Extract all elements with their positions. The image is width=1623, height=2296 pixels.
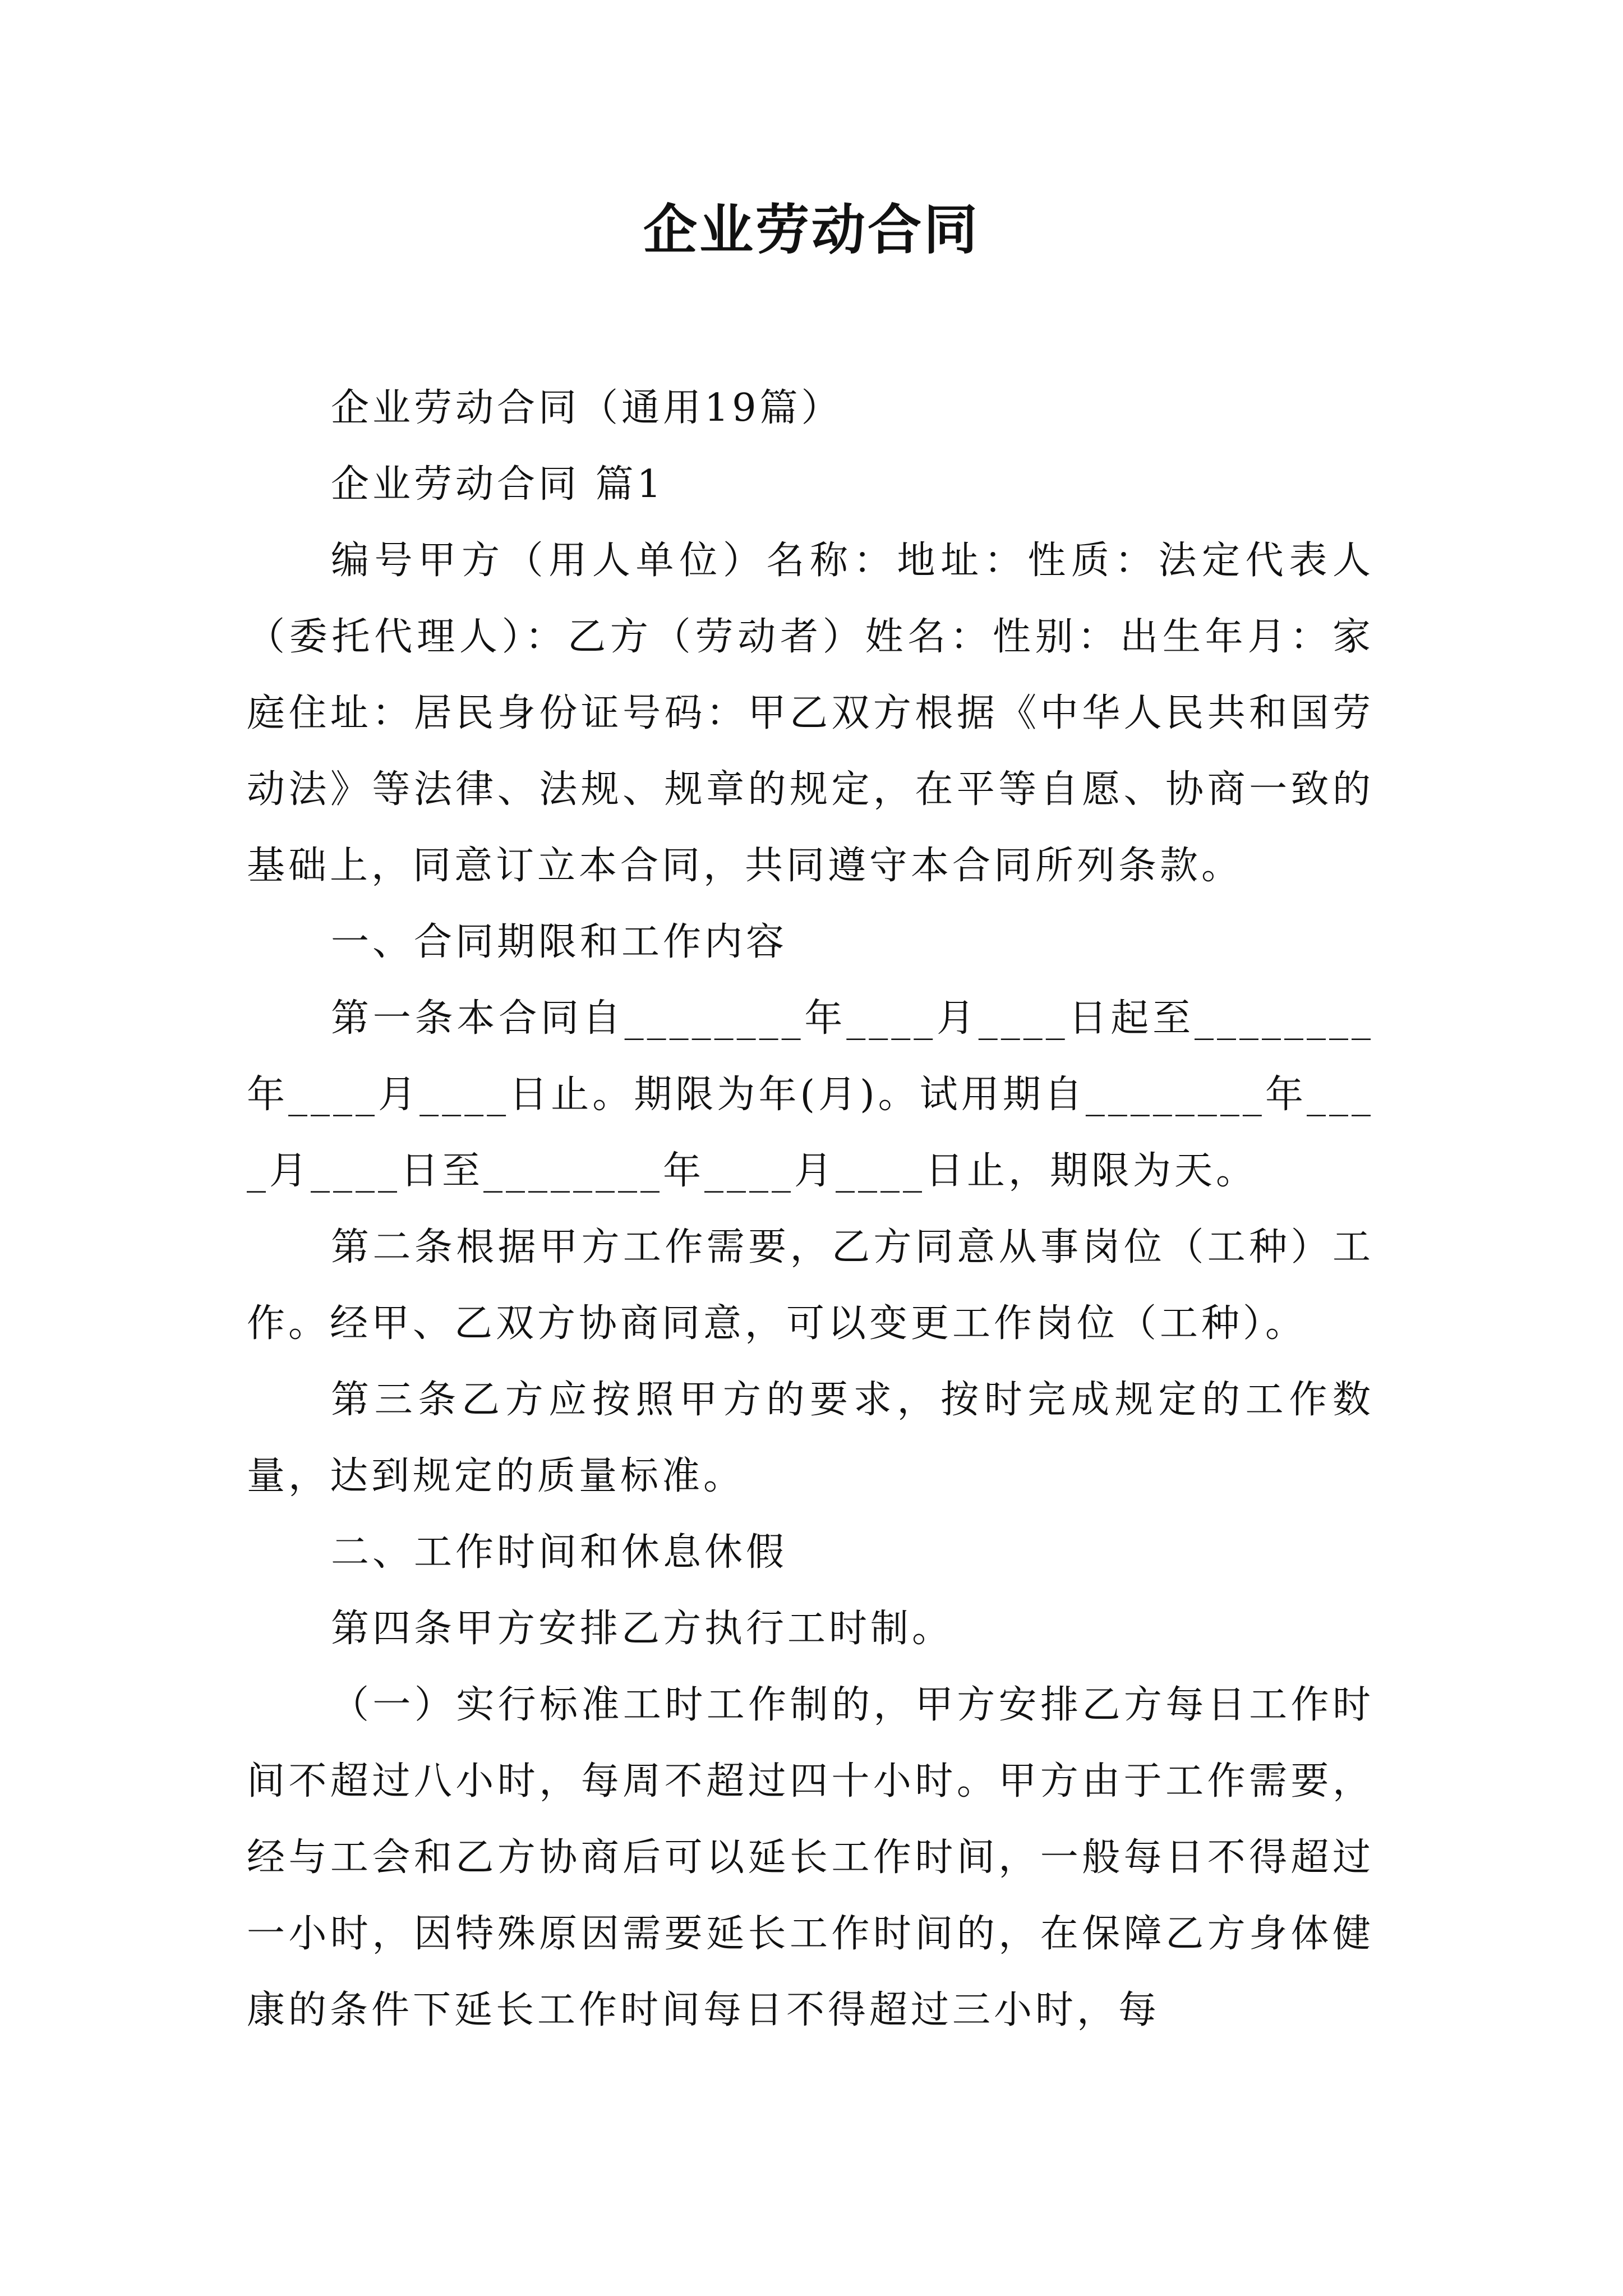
section-heading-hours: 二、工作时间和休息休假 — [331, 1530, 788, 1575]
paragraph-article-4: 第四条甲方安排乙方执行工时制。 — [331, 1607, 954, 1651]
paragraph-article-1: 第一条本合同自________年____月____日起至________年____月____日止。期限为年(月)。试用期自________年____月____日至________年____月____日止，期限为天。 — [247, 996, 1374, 1193]
paragraph-article-2: 第二条根据甲方工作需要，乙方同意从事岗位（工种）工作。经甲、乙双方协商同意，可以变更工作岗位（工种）。 — [247, 1225, 1374, 1346]
paragraph-article-4-item-1: （一）实行标准工时工作制的，甲方安排乙方每日工作时间不超过八小时，每周不超过四十小时。甲方由于工作需要，经与工会和乙方协商后可以延长工作时间，一般每日不得超过一小时，因特殊原因需要延长工作时间的，在保障乙方身体健康的条件下延长工作时间每日不得超过三小时，每 — [247, 1683, 1374, 2032]
paragraph-article-3: 第三条乙方应按照甲方的要求，按时完成规定的工作数量，达到规定的质量标准。 — [247, 1378, 1374, 1498]
document-body — [247, 370, 1374, 2049]
paragraph-parties: 编号甲方（用人单位）名称：地址：性质：法定代表人（委托代理人）：乙方（劳动者）姓名：性别：出生年月：家庭住址：居民身份证号码：甲乙双方根据《中华人民共和国劳动法》等法律、法规、规章的规定，在平等自愿、协商一致的基础上，同意订立本合同，共同遵守本合同所列条款。 — [247, 539, 1374, 888]
document-title: 企业劳动合同 — [643, 198, 980, 261]
paragraph-part-heading: 企业劳动合同 篇1 — [331, 462, 665, 507]
section-heading-term: 一、合同期限和工作内容 — [331, 920, 788, 964]
paragraph-subtitle: 企业劳动合同（通用19篇） — [331, 386, 843, 430]
